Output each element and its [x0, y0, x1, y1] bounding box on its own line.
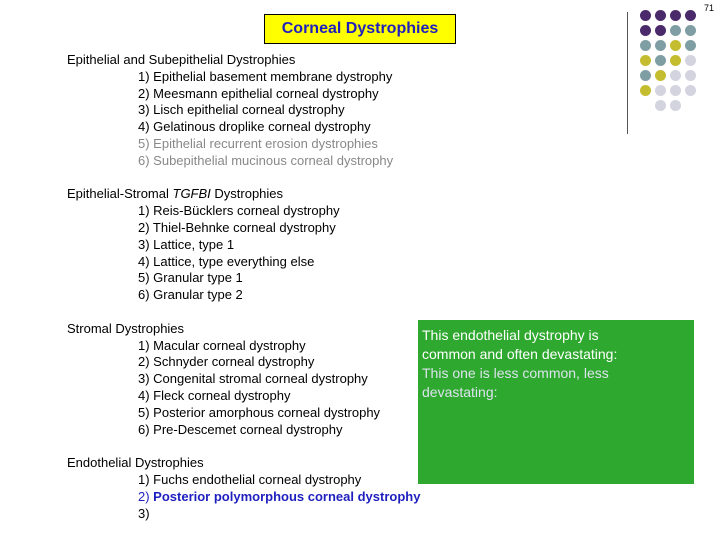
decorative-dot [640, 55, 651, 66]
item-prefix: 2) [138, 488, 154, 504]
list-item: 4) Fleck corneal dystrophy [138, 387, 291, 403]
list-item: 4) Lattice, type everything else [138, 253, 315, 269]
decorative-dot [655, 55, 666, 66]
decorative-dot [655, 70, 666, 81]
heading-gene: TGFBI [172, 186, 211, 202]
list-item: 6) Granular type 2 [138, 287, 243, 303]
list-item: 5) Granular type 1 [138, 270, 243, 286]
note-line: This one is less common, less [422, 365, 609, 381]
decorative-dot [655, 100, 666, 111]
heading-prefix: Epithelial-Stromal [67, 186, 173, 202]
decorative-dot [685, 55, 696, 66]
note-text [422, 326, 617, 402]
section-epithelial [67, 52, 420, 170]
list-item: 3) Lisch epithelial corneal dystrophy [138, 102, 345, 118]
decorative-dot [655, 10, 666, 21]
section-heading [67, 186, 420, 203]
decorative-dot [670, 55, 681, 66]
dystrophy-list [67, 52, 420, 539]
list-item: 2) Meesmann epithelial corneal dystrophy [138, 85, 379, 101]
note-line: devastating: [422, 384, 498, 400]
section-stromal [67, 321, 420, 439]
list-item: 1) Macular corneal dystrophy [138, 337, 306, 353]
decorative-dot [655, 40, 666, 51]
decorative-dot [670, 100, 681, 111]
section-epithelial-stromal [67, 186, 420, 304]
list-item: 6) Pre-Descemet corneal dystrophy [138, 421, 343, 437]
decorative-dot [655, 85, 666, 96]
list-item: 3) [138, 505, 150, 521]
decorative-dot [685, 10, 696, 21]
list-item: 5) Epithelial recurrent erosion dystrophies [138, 135, 378, 151]
decorative-dot [640, 70, 651, 81]
decorative-dot [640, 25, 651, 36]
decorative-dot [670, 40, 681, 51]
decorative-dot [685, 70, 696, 81]
decorative-divider [627, 12, 628, 134]
decorative-dot [670, 85, 681, 96]
slide-title: Corneal Dystrophies [264, 14, 456, 44]
list-item-highlighted [67, 489, 420, 506]
list-item: 1) Fuchs endothelial corneal dystrophy [138, 471, 362, 487]
decorative-dot [685, 25, 696, 36]
heading-suffix: Dystrophies [210, 186, 284, 202]
section-heading: Endothelial Dystrophies [67, 455, 204, 471]
page-number: 71 [703, 3, 714, 13]
section-endothelial [67, 455, 420, 522]
section-heading: Stromal Dystrophies [67, 320, 185, 336]
decorative-dot [685, 85, 696, 96]
decorative-dot [640, 85, 651, 96]
list-item: 3) Lattice, type 1 [138, 236, 235, 252]
decorative-dot [685, 40, 696, 51]
list-item: 1) Reis-Bücklers corneal dystrophy [138, 203, 340, 219]
section-heading: Epithelial and Subepithelial Dystrophies [67, 52, 296, 67]
note-line: This endothelial dystrophy is [422, 327, 599, 343]
list-item: 2) Schnyder corneal dystrophy [138, 354, 315, 370]
list-item: 5) Posterior amorphous corneal dystrophy [138, 404, 381, 420]
decorative-dot [670, 10, 681, 21]
decorative-dot [640, 10, 651, 21]
list-item: 2) Thiel-Behnke corneal dystrophy [138, 219, 336, 235]
decorative-dot [670, 70, 681, 81]
decorative-dot [655, 25, 666, 36]
list-item: 3) Congenital stromal corneal dystrophy [138, 371, 368, 387]
decorative-dot [640, 40, 651, 51]
decorative-dot [670, 25, 681, 36]
list-item: 1) Epithelial basement membrane dystrophy [138, 68, 393, 84]
item-text: Posterior polymorphous corneal dystrophy [153, 488, 421, 504]
list-item: 6) Subepithelial mucinous corneal dystrophy [138, 152, 394, 168]
note-line: common and often devastating: [422, 346, 618, 362]
list-item: 4) Gelatinous droplike corneal dystrophy [138, 119, 371, 135]
